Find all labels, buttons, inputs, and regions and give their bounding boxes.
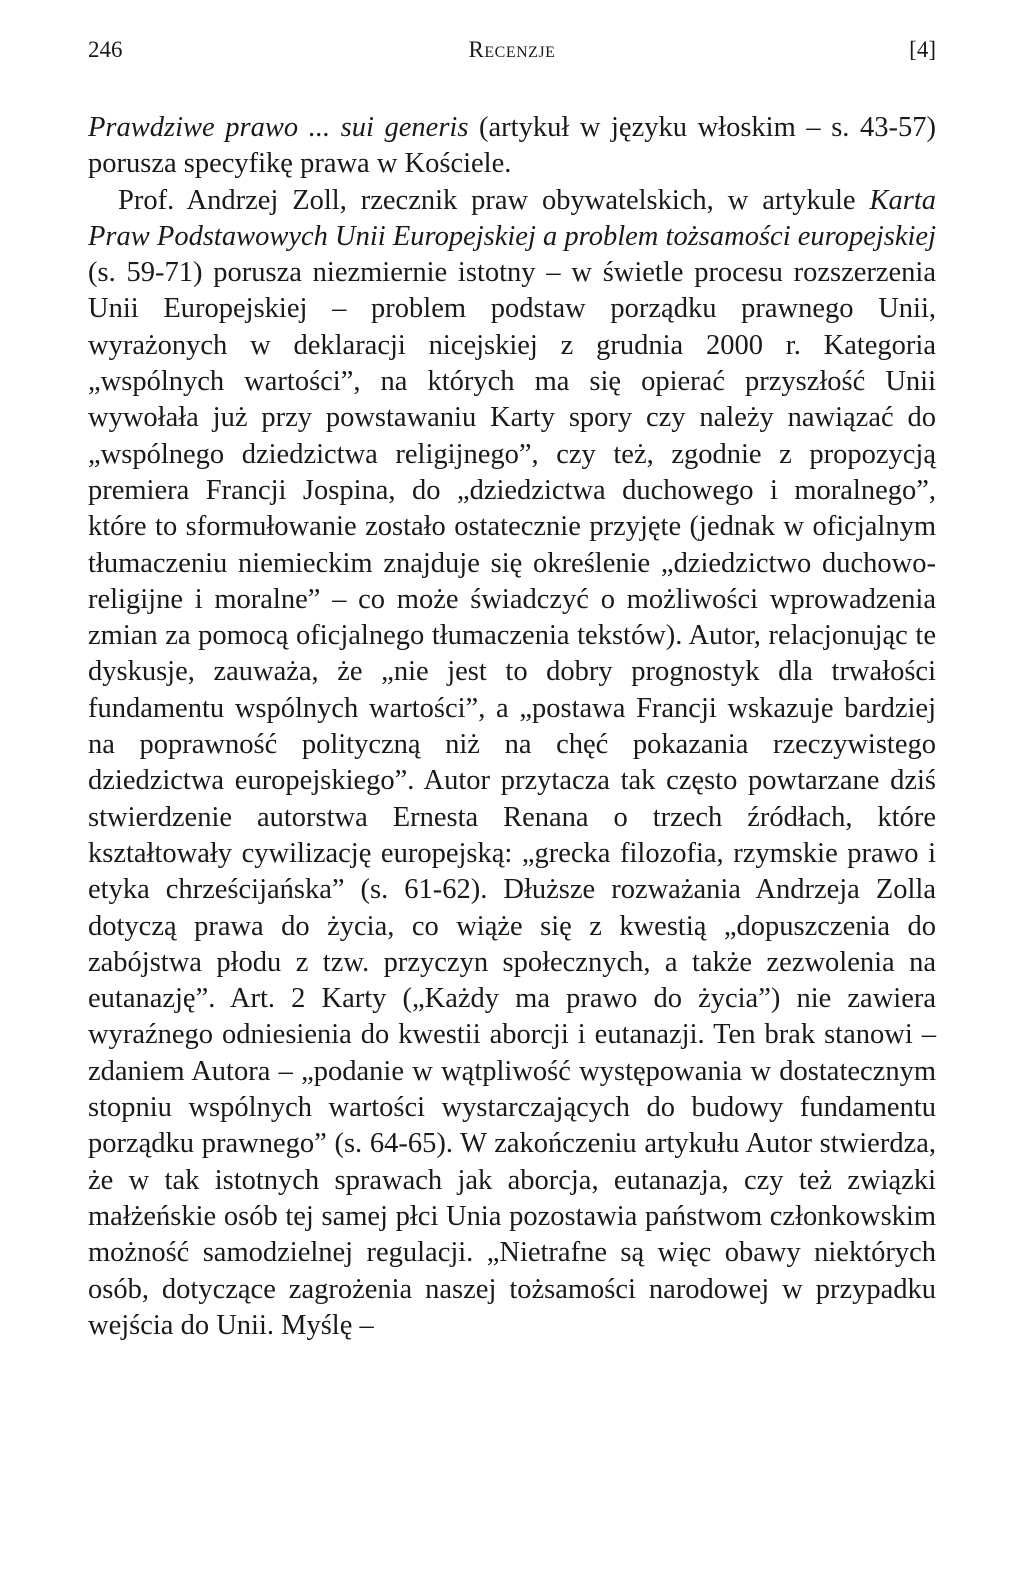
paragraph-1	[88, 110, 936, 183]
article-title-italic: Karta Praw Podstawowych Unii Europejskiej a problem tożsamości europejskiej	[88, 184, 936, 252]
paragraph-2	[88, 183, 936, 1345]
page-number: 246	[88, 37, 123, 62]
paragraph-2-text: (s. 59-71) porusza niezmiernie istotny – w świetle procesu rozszerzenia Unii Europejskiej – problem podstaw porządku prawnego Unii, wyrażonych w deklaracji nicejskiej z grudnia 2000 r. Kategoria „wspólnych wartości”, na których ma się opierać przyszłość Unii wywołała już przy powstawaniu Karty spory czy należy nawiązać do „wspólnego dziedzictwa religijnego”, czy też, zgodnie z propozycją premiera Francji Jospina, do „dziedzictwa duchowego i moralnego”, które to sformułowanie zostało ostatecznie przyjęte (jednak w oficjalnym tłumaczeniu niemieckim znajduje się określenie „dziedzictwo duchowo-religijne i moralne” – co może świadczyć o możliwości wprowadzenia zmian za pomocą oficjalnego tłumaczenia tekstów). Autor, relacjonując te dyskusje, zauważa, że „nie jest to dobry prognostyk dla trwałości fundamentu wspólnych wartości”, a „postawa Francji wskazuje bardziej na poprawność polityczną niż na chęć pokazania rzeczywistego dziedzictwa europejskiego”. Autor przytacza tak często powtarzane dziś stwierdzenie autorstwa Ernesta Renana o trzech źródłach, które kształtowały cywilizację europejską: „grecka filozofia, rzymskie prawo i etyka chrześcijańska” (s. 61-62). Dłuższe rozważania Andrzeja Zolla dotyczą prawa do życia, co wiąże się z kwestią „dopuszczenia do zabójstwa płodu z tzw. przyczyn społecznych, a także zezwolenia na eutanazję”. Art. 2 Karty („Każdy ma prawo do życia”) nie zawiera wyraźnego odniesienia do kwestii aborcji i eutanazji. Ten brak stanowi – zdaniem Autora – „podanie w wątpliwość występowania w dostatecznym stopniu wspólnych wartości wystarczających do budowy fundamentu porządku prawnego” (s. 64-65). W zakończeniu artykułu Autor stwierdza, że w tak istotnych sprawach jak aborcja, eutanazja, czy też związki małżeńskie osób tej samej płci Unia pozostawia państwom członkowskim możność samodzielnej regulacji. „Nietrafne są więc obawy niektórych osób, dotyczące zagrożenia naszej tożsamości narodowej w przypadku wejścia do Unii. Myślę –	[88, 257, 936, 1341]
running-header	[88, 30, 936, 70]
article-title-italic: Prawdziwe prawo ... sui generis	[88, 112, 469, 143]
paragraph-2-intro: Prof. Andrzej Zoll, rzecznik praw obywatelskich, w artykule	[118, 184, 870, 216]
paragraph-1-text: (artykuł w języku włoskim – s. 43-57) porusza specyfikę prawa w Kościele.	[88, 112, 936, 180]
page-reference: [4]	[909, 37, 936, 62]
body-text	[88, 110, 936, 1344]
section-title: Recenzje	[468, 37, 556, 62]
